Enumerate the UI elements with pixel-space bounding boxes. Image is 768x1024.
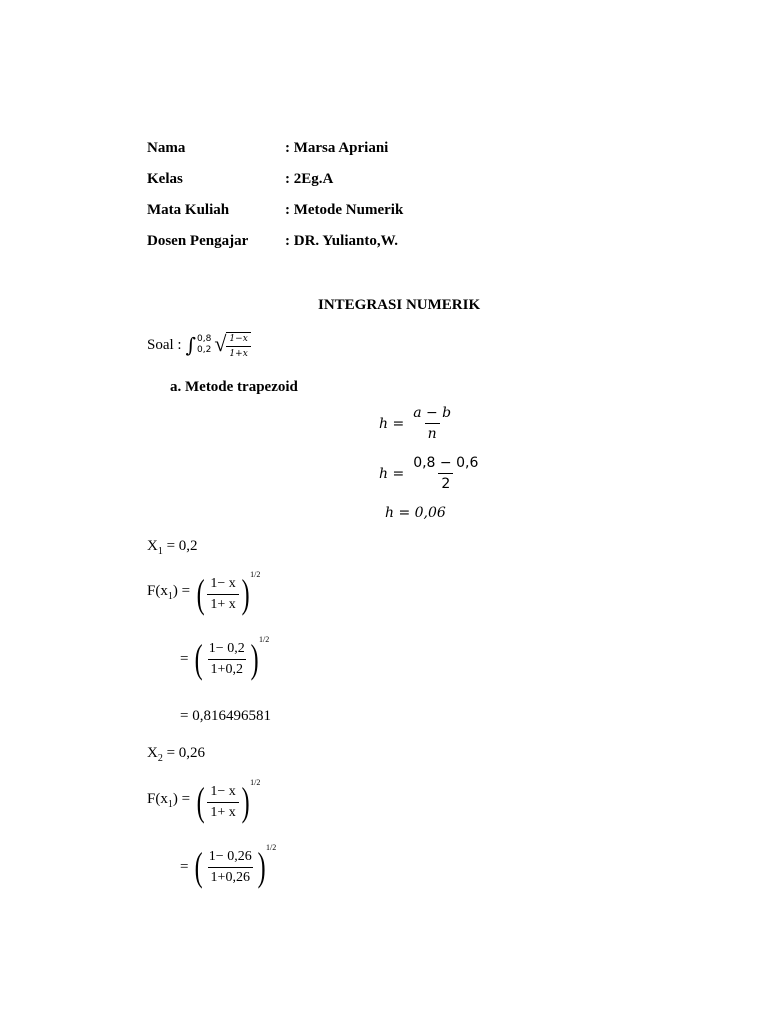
fx1-sub-den: 1+0,2 [210,661,243,677]
fx1-sub-exp: 1/2 [259,635,270,644]
fx2-substitution [180,843,277,889]
x1-rest: = 0,2 [162,538,198,554]
h-formula-2 [379,455,481,492]
h2-lhs: h = [379,465,405,482]
fx1-substitution [180,635,270,681]
fx2-den: 1+ x [210,804,236,820]
h-formula-1 [379,405,454,442]
fx2-exp: 1/2 [250,778,261,787]
soal-fraction [226,334,250,359]
label-dosen: Dosen Pengajar [147,233,249,249]
fx2-sub-eq: = [180,859,189,875]
fx1-sub-eq: = [180,651,189,667]
fx2-sub-fraction: ( $\frac{1- 0,26}{1+0,26}$ ) 1/2 [195,843,277,889]
fx2-label: $F(x_1)$ = [147,791,191,810]
h2-num: 0,8 − 0,6 [413,455,479,471]
fx2-line [147,778,261,824]
integral-upper: 0,8 [197,334,212,344]
x1-line [147,537,198,561]
fx1-line [147,570,261,616]
x1-name: X [147,538,158,554]
sqrt-expression [214,332,250,359]
fx1-exp: 1/2 [250,570,261,579]
fx1-value: = 0,816496581 [180,708,271,724]
page-title: INTEGRASI NUMERIK [318,297,481,313]
value-mata-kuliah: : Metode Numerik [285,202,404,218]
label-kelas: Kelas [147,171,183,187]
label-mata-kuliah: Mata Kuliah [147,202,230,218]
h1-lhs: h = [379,415,405,432]
h1-fraction [410,405,454,442]
fx2-sub-exp: 1/2 [266,843,277,852]
h1-num: a − b [413,405,452,421]
fx2-num: 1− x [210,783,236,799]
h1-den: n [425,423,440,442]
integral-sign: ∫ [185,333,197,357]
fx2-sub-num: 1− 0,26 [208,848,252,864]
fx1-fraction: ( $\frac{1- x}{1+ x}$ ) 1/2 [196,570,261,616]
h2-fraction [410,455,481,492]
soal-line [147,330,251,360]
fx1-den: 1+ x [210,596,236,612]
fx1-label: $F(x_1)$ = [147,583,191,602]
h-formula-3: h = 0,06 [385,505,446,521]
soal-label: Soal : [147,337,182,353]
x2-rest: = 0,26 [162,745,206,761]
integral-lower: 0,2 [197,345,212,355]
x2-line [147,744,205,768]
value-kelas: : 2Eg.A [285,171,334,187]
x2-sub: 2 [157,753,163,764]
section-a-heading: a. Metode trapezoid [170,379,298,395]
fx2-fraction: ( $\frac{1- x}{1+ x}$ ) 1/2 [196,778,261,824]
integral-bounds [197,334,211,356]
value-dosen: : DR. Yulianto,W. [285,233,398,249]
h2-den: 2 [438,473,453,492]
sqrt-sign: √ [214,330,227,356]
fx1-sub-num: 1− 0,2 [208,640,245,656]
fx1-num: 1− x [210,575,236,591]
label-nama: Nama [147,140,186,156]
value-nama: : Marsa Apriani [285,140,389,156]
soal-den: 1+x [226,346,250,359]
soal-num: 1−x [229,333,248,344]
fx1-sub-fraction: ( $\frac{1- 0,2}{1+0,2}$ ) 1/2 [195,635,270,681]
fx2-sub-den: 1+0,26 [210,869,250,885]
x2-name: X [147,745,158,761]
x1-sub: 1 [157,546,163,557]
